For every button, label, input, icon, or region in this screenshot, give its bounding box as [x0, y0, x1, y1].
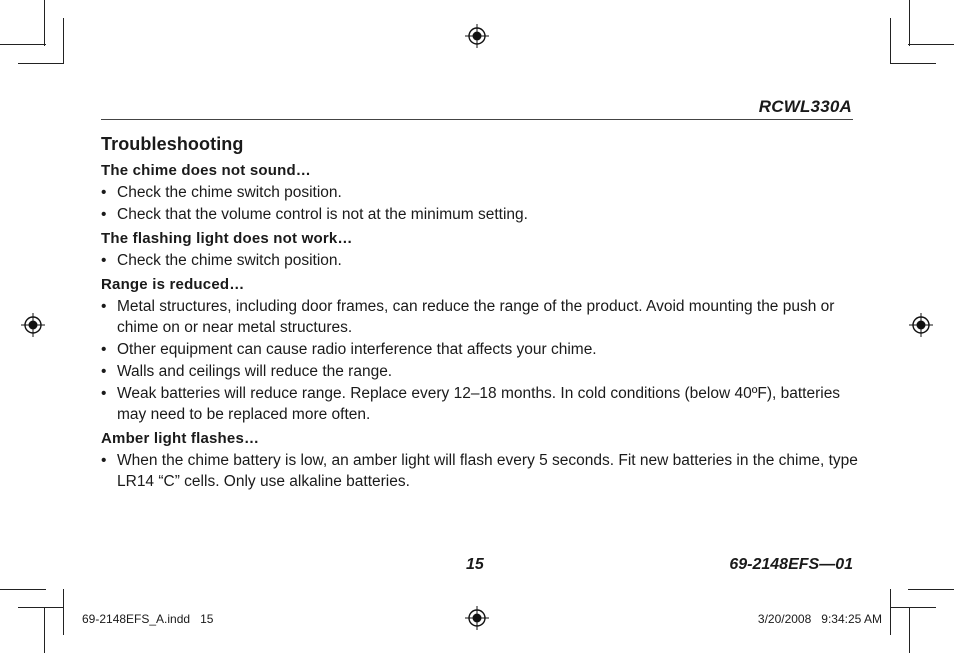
crop-mark	[0, 589, 46, 590]
crop-mark	[890, 18, 891, 64]
list-item: • Walls and ceilings will reduce the range.	[101, 361, 861, 382]
crop-mark	[44, 607, 45, 653]
section-heading: The chime does not sound…	[101, 162, 312, 179]
crop-mark	[63, 589, 64, 635]
section-heading: The flashing light does not work…	[101, 230, 353, 247]
section	[101, 230, 861, 271]
crop-mark	[0, 44, 46, 45]
model-number: RCWL330A	[758, 97, 852, 116]
section-heading: Amber light flashes…	[101, 430, 260, 447]
crop-mark	[909, 607, 910, 653]
list-item: • Metal structures, including door frames, can reduce the range of the product. Avoid mounting the push or chime on or near metal structures.	[101, 296, 861, 338]
bullet-list	[101, 296, 861, 425]
crop-mark	[908, 589, 954, 590]
crop-mark	[63, 18, 64, 64]
list-item: • Other equipment can cause radio interference that affects your chime.	[101, 339, 861, 360]
list-item: • Weak batteries will reduce range. Replace every 12–18 months. In cold conditions (below 40ºF), batteries may need to be replaced more often.	[101, 383, 861, 425]
troubleshooting-content	[101, 134, 861, 493]
list-item: • When the chime battery is low, an amber light will flash every 5 seconds. Fit new batteries in the chime, type LR14 “C” cells. Only use alkaline batteries.	[101, 450, 861, 492]
crop-mark	[908, 44, 954, 45]
registration-mark-icon	[21, 313, 45, 337]
crop-mark	[890, 63, 936, 64]
section	[101, 162, 861, 225]
registration-mark-icon	[909, 313, 933, 337]
bullet-list	[101, 250, 861, 271]
list-item: • Check that the volume control is not at the minimum setting.	[101, 204, 861, 225]
crop-mark	[890, 589, 891, 635]
list-item: • Check the chime switch position.	[101, 182, 861, 203]
crop-mark	[18, 63, 64, 64]
bullet-list	[101, 182, 861, 225]
crop-mark	[44, 0, 45, 46]
header-rule	[101, 119, 853, 120]
registration-mark-icon	[465, 606, 489, 630]
section-heading: Range is reduced…	[101, 276, 245, 293]
slug-file-info: 69-2148EFS_A.indd 15	[82, 612, 214, 626]
page-number: 15	[466, 556, 484, 573]
section	[101, 276, 861, 425]
crop-mark	[890, 607, 936, 608]
registration-mark-icon	[465, 24, 489, 48]
crop-mark	[18, 607, 64, 608]
section	[101, 430, 861, 492]
page-title: Troubleshooting	[101, 134, 244, 154]
crop-mark	[909, 0, 910, 46]
document-number: 69-2148EFS—01	[729, 556, 853, 573]
bullet-list	[101, 450, 861, 492]
list-item: • Check the chime switch position.	[101, 250, 861, 271]
slug-timestamp: 3/20/2008 9:34:25 AM	[757, 612, 882, 626]
